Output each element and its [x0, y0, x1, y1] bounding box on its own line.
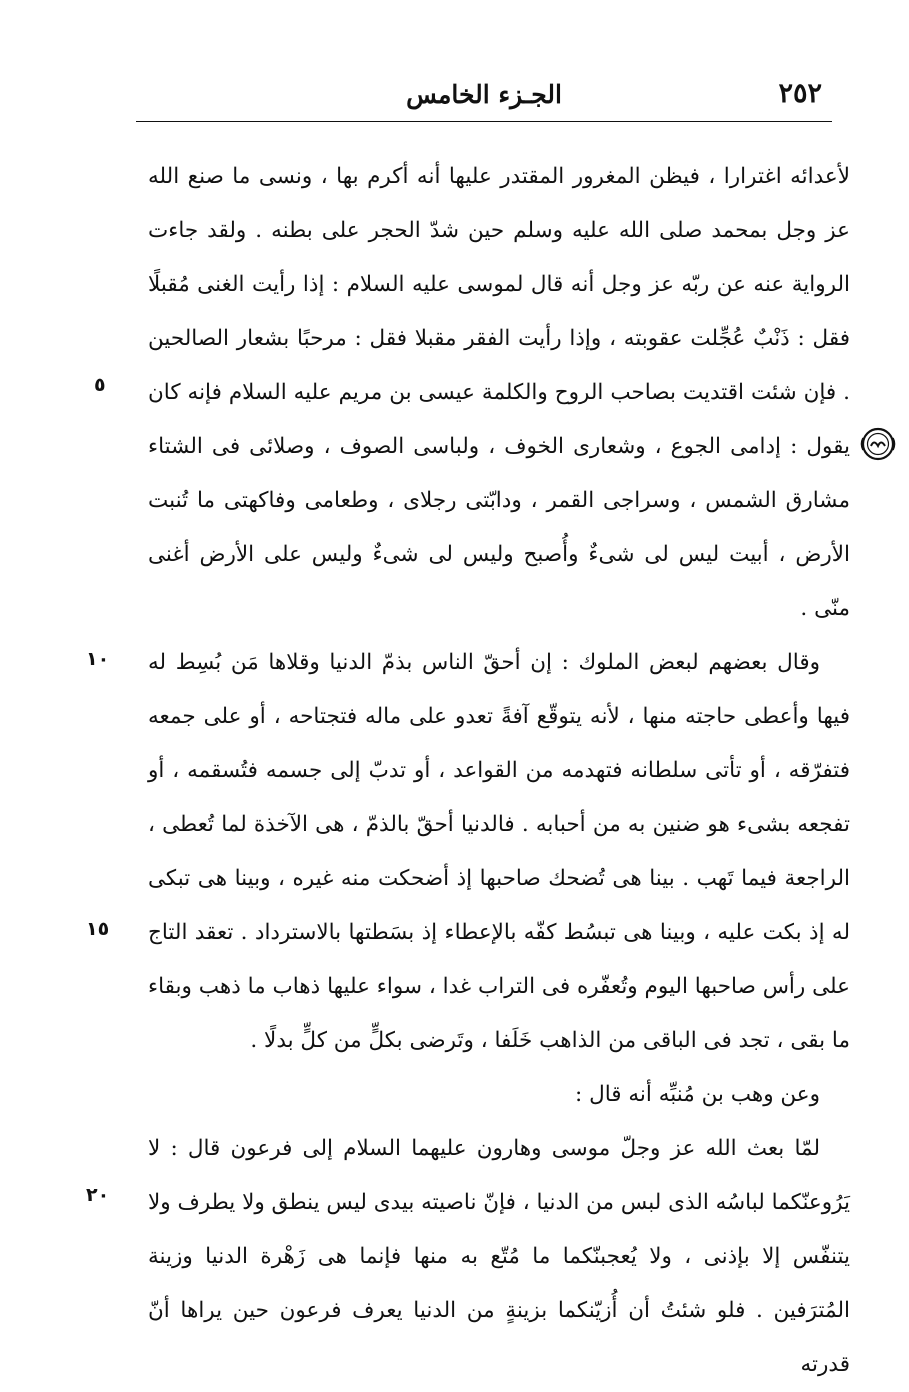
- line-marker-10: ١٠: [86, 648, 110, 670]
- line-marker-15: ١٥: [86, 918, 110, 940]
- line-marker-5: ٥: [94, 374, 106, 396]
- manuscript-page-seal-icon: [858, 424, 898, 464]
- page-header: [136, 78, 832, 118]
- paragraph-4: لمّا بعث الله عز وجلّ موسى وهارون عليهما السلام إلى فرعون قال : لا يَرُوعنّكما لباسُه الذى لبس من الدنيا ، فإنّ ناصيته بيدى ليس ينطق ولا يطرف ولا يتنفّس إلا بإذنى ، ولا يُعجبنّكما ما مُتّع به منها فإنما هى زَهْرة الدنيا وزينة المُترَفين . فلو شئتُ أن أُزيّنكما بزينةٍ من الدنيا يعرف فرعون حين يراها أنّ قدرته: [148, 1136, 850, 1377]
- paragraph-2: وقال بعضهم لبعض الملوك : إن أحقّ الناس بذمّ الدنيا وقلاها مَن بُسِط له فيها وأعطى حاجته منها ، لأنه يتوقّع آفةً تعدو على ماله فتجتاحه ، أو على جمعه فتفرّقه ، أو تأتى سلطانه فتهدمه من القواعد ، أو تدبّ إلى جسمه فتُسقمه ، أو تفجعه بشىء هو ضنين به من أحبابه . فالدنيا أحقّ بالذمّ ، هى الآخذة لما تُعطى ، الراجعة فيما تَهب . بينا هى تُضحك صاحبها إذ أضحكت منه غيره ، وبينا هى تبكى له إذ بكت عليه ، وبينا هى تبسُط كفّه بالإعطاء إذ بسَطتها بالاسترداد . تعقد التاج على رأس صاحبها اليوم وتُعفّره فى التراب غدا ، سواء عليها ذهاب ما ذهب وبقاء ما بقى ، تجد فى الباقى من الذاهب خَلَفا ، وتَرضى بكلٍّ من كلٍّ بدلًا .: [148, 650, 850, 1053]
- header-rule: [136, 121, 832, 122]
- body-text: [148, 150, 850, 1392]
- page-number: ٢٥٢: [778, 78, 822, 109]
- line-marker-20: ٢٠: [86, 1184, 110, 1206]
- paragraph-1: لأعدائه اغترارا ، فيظن المغرور المقتدر عليها أنه أكرم بها ، ونسى ما صنع الله عز وجل بمحمد صلى الله عليه وسلم حين شدّ الحجر على بطنه . ولقد جاءت الرواية عنه عن ربّه عز وجل أنه قال لموسى عليه السلام : إذا رأيت الغنى مُقبلًا فقل : ذَنْبٌ عُجِّلت عقوبته ، وإذا رأيت الفقر مقبلا فقل : مرحبًا بشعار الصالحين . فإن شئت اقتديت بصاحب الروح والكلمة عيسى بن مريم عليه السلام فإنه كان يقول : إدامى الجوع ، وشعارى الخوف ، ولباسى الصوف ، وصلائى فى الشتاء مشارق الشمس ، وسراجى القمر ، ودابّتى رجلاى ، وطعامى وفاكهتى ما تُنبت الأرض ، أبيت ليس لى شىءٌ وأُصبح وليس لى شىءٌ وليس على الأرض أغنى منّى .: [148, 164, 850, 621]
- running-title: الجـزء الخامس: [406, 80, 562, 109]
- paragraph-3: وعن وهب بن مُنبِّه أنه قال :: [575, 1082, 820, 1107]
